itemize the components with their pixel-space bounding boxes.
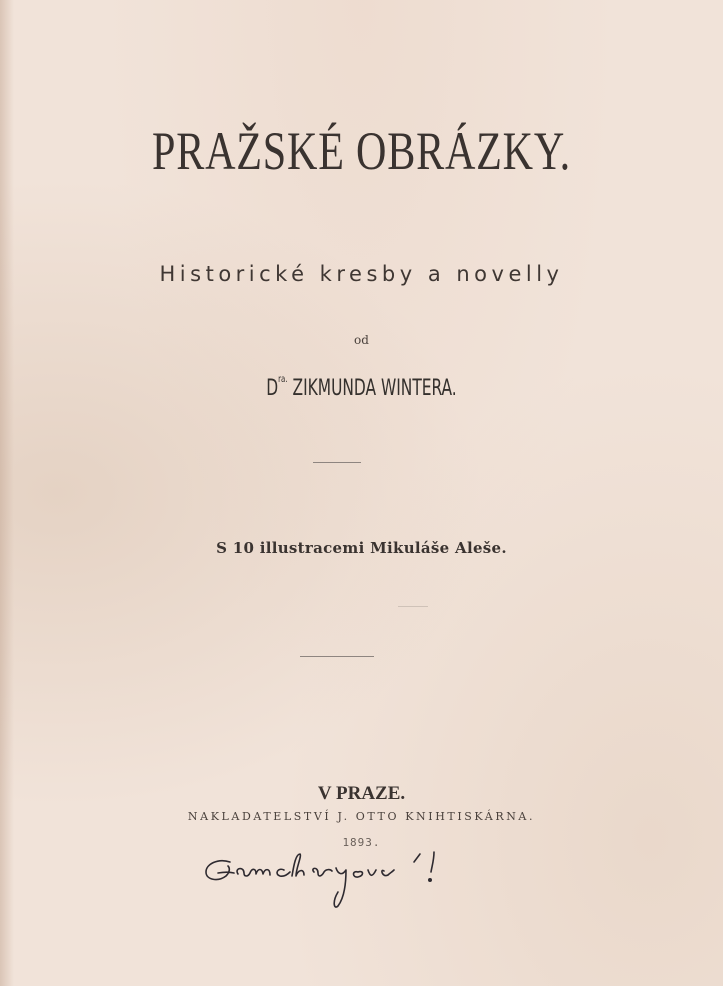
faint-mark: [398, 606, 428, 607]
book-title: PRAŽSKÉ OBRÁZKY.: [152, 121, 571, 181]
divider-rule-2: [300, 656, 374, 657]
publication-year: 1893.: [342, 836, 381, 849]
author-line: [80, 376, 644, 401]
handwritten-signature: [200, 840, 490, 915]
book-subtitle: Historické kresby a novelly: [159, 262, 564, 286]
author-name: ZIKMUNDA WINTERA.: [292, 376, 457, 401]
by-word: od: [354, 333, 369, 347]
publisher-line: NAKLADATELSTVÍ J. OTTO KNIHTISKÁRNA.: [187, 810, 536, 823]
author-prefix: D: [266, 376, 279, 401]
author-prefix-superscript: ra.: [278, 374, 288, 385]
publication-place: V PRAZE.: [317, 783, 406, 804]
divider-rule-1: [313, 462, 361, 463]
illustrations-credit: S 10 illustracemi Mikuláše Aleše.: [216, 539, 507, 557]
